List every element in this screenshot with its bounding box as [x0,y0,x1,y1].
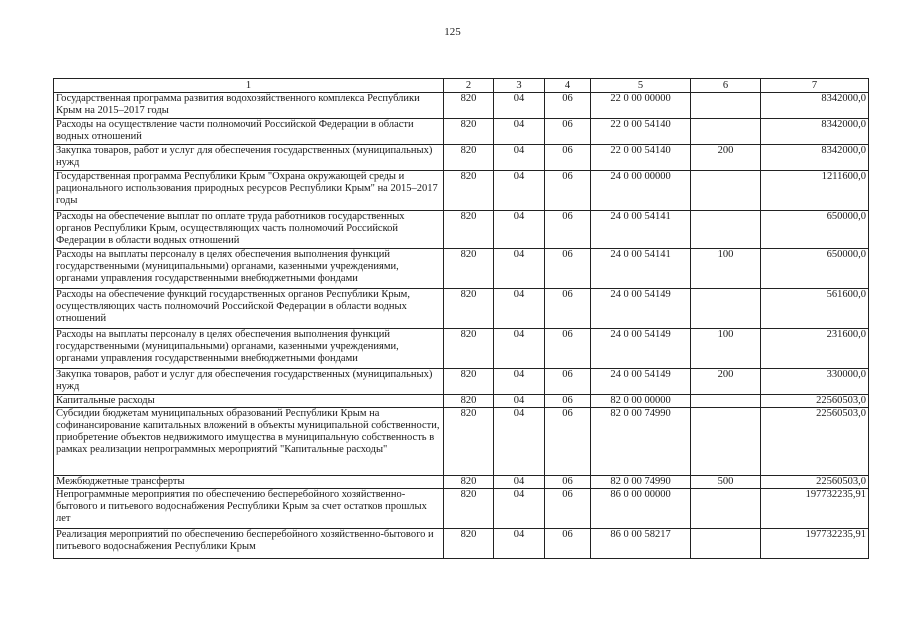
amount: 22560503,0 [761,408,869,476]
subsection-code: 06 [545,289,591,329]
amount: 231600,0 [761,329,869,369]
item-name: Закупка товаров, работ и услуг для обеспечения государственных (муниципальных) нужд [54,369,444,395]
item-code: 820 [444,93,494,119]
subsection-code: 06 [545,408,591,476]
subsection-code: 06 [545,329,591,369]
section-code: 04 [494,476,545,489]
item-name: Государственная программа Республики Крым "Охрана окружающей среды и рационального использования природных ресурсов Республики Крым" на 2015–2017 годы [54,171,444,211]
column-header-2: 2 [444,79,494,93]
expense-type-code: 200 [691,369,761,395]
table-row [54,529,869,559]
expense-type-code [691,395,761,408]
column-header-1: 1 [54,79,444,93]
target-item-code: 24 0 00 54149 [591,289,691,329]
amount: 197732235,91 [761,529,869,559]
table-row [54,145,869,171]
table-row [54,329,869,369]
item-code: 820 [444,145,494,171]
expense-type-code: 500 [691,476,761,489]
column-header-5: 5 [591,79,691,93]
target-item-code: 22 0 00 54140 [591,145,691,171]
amount: 561600,0 [761,289,869,329]
table-header-row [54,79,869,93]
expense-type-code [691,289,761,329]
target-item-code: 24 0 00 54141 [591,249,691,289]
target-item-code: 22 0 00 00000 [591,93,691,119]
amount: 8342000,0 [761,119,869,145]
expense-type-code: 200 [691,145,761,171]
section-code: 04 [494,489,545,529]
item-code: 820 [444,489,494,529]
target-item-code: 86 0 00 00000 [591,489,691,529]
expense-type-code [691,489,761,529]
table-row [54,369,869,395]
target-item-code: 82 0 00 00000 [591,395,691,408]
item-name: Капитальные расходы [54,395,444,408]
amount: 197732235,91 [761,489,869,529]
item-code: 820 [444,119,494,145]
item-code: 820 [444,529,494,559]
table-row [54,119,869,145]
subsection-code: 06 [545,489,591,529]
expense-type-code [691,93,761,119]
expense-type-code [691,211,761,249]
target-item-code: 24 0 00 54149 [591,369,691,395]
item-code: 820 [444,369,494,395]
item-code: 820 [444,249,494,289]
section-code: 04 [494,289,545,329]
table-row [54,249,869,289]
item-code: 820 [444,171,494,211]
target-item-code: 24 0 00 54141 [591,211,691,249]
table-row [54,289,869,329]
section-code: 04 [494,93,545,119]
section-code: 04 [494,529,545,559]
item-code: 820 [444,395,494,408]
table-row [54,93,869,119]
item-name: Расходы на обеспечение функций государственных органов Республики Крым, осуществляющих часть полномочий Российской Федерации в области водных отношений [54,289,444,329]
expense-type-code [691,171,761,211]
item-name: Непрограммные мероприятия по обеспечению бесперебойного хозяйственно-бытового и питьевого водоснабжения Республики Крым за счет остатков прошлых лет [54,489,444,529]
subsection-code: 06 [545,369,591,395]
section-code: 04 [494,119,545,145]
column-header-4: 4 [545,79,591,93]
expense-type-code [691,119,761,145]
target-item-code: 24 0 00 54149 [591,329,691,369]
column-header-7: 7 [761,79,869,93]
item-name: Государственная программа развития водохозяйственного комплекса Республики Крым на 2015–2017 годы [54,93,444,119]
target-item-code: 24 0 00 00000 [591,171,691,211]
expense-type-code: 100 [691,329,761,369]
item-code: 820 [444,289,494,329]
section-code: 04 [494,145,545,171]
item-name: Реализация мероприятий по обеспечению бесперебойного хозяйственно-бытового и питьевого водоснабжения Республики Крым [54,529,444,559]
item-name: Межбюджетные трансферты [54,476,444,489]
subsection-code: 06 [545,249,591,289]
amount: 330000,0 [761,369,869,395]
subsection-code: 06 [545,476,591,489]
amount: 8342000,0 [761,145,869,171]
item-code: 820 [444,329,494,369]
amount: 650000,0 [761,249,869,289]
subsection-code: 06 [545,395,591,408]
subsection-code: 06 [545,119,591,145]
item-name: Закупка товаров, работ и услуг для обеспечения государственных (муниципальных) нужд [54,145,444,171]
table-row [54,408,869,476]
item-name: Расходы на обеспечение выплат по оплате труда работников государственных органов Республики Крым, осуществляющих часть полномочий Российской Федерации в области водных отношений [54,211,444,249]
amount: 22560503,0 [761,476,869,489]
section-code: 04 [494,395,545,408]
expense-type-code: 100 [691,249,761,289]
column-header-6: 6 [691,79,761,93]
table-row [54,489,869,529]
item-code: 820 [444,211,494,249]
column-header-3: 3 [494,79,545,93]
item-code: 820 [444,476,494,489]
subsection-code: 06 [545,145,591,171]
subsection-code: 06 [545,171,591,211]
amount: 650000,0 [761,211,869,249]
item-code: 820 [444,408,494,476]
section-code: 04 [494,171,545,211]
item-name: Расходы на выплаты персоналу в целях обеспечения выполнения функций государственными (муниципальными) органами, казенными учреждениями, органами управления государственными внебюджетными фондами [54,329,444,369]
expense-type-code [691,529,761,559]
target-item-code: 86 0 00 58217 [591,529,691,559]
expense-type-code [691,408,761,476]
subsection-code: 06 [545,211,591,249]
amount: 8342000,0 [761,93,869,119]
section-code: 04 [494,211,545,249]
amount: 1211600,0 [761,171,869,211]
target-item-code: 82 0 00 74990 [591,408,691,476]
page-number: 125 [444,26,461,38]
budget-table [53,78,869,559]
target-item-code: 82 0 00 74990 [591,476,691,489]
item-name: Расходы на выплаты персоналу в целях обеспечения выполнения функций государственными (муниципальными) органами, казенными учреждениями, органами управления государственными внебюджетными фондами [54,249,444,289]
section-code: 04 [494,249,545,289]
target-item-code: 22 0 00 54140 [591,119,691,145]
item-name: Субсидии бюджетам муниципальных образований Республики Крым на софинансирование капитальных вложений в объекты муниципальной собственности, приобретение объектов недвижимого имущества в муниципальную собственность в рамках реализации непрограммных мероприятий "Капитальные расходы" [54,408,444,476]
table-row [54,171,869,211]
table-row [54,476,869,489]
item-name: Расходы на осуществление части полномочий Российской Федерации в области водных отношений [54,119,444,145]
section-code: 04 [494,329,545,369]
section-code: 04 [494,369,545,395]
amount: 22560503,0 [761,395,869,408]
section-code: 04 [494,408,545,476]
table-row [54,395,869,408]
table-row [54,211,869,249]
subsection-code: 06 [545,93,591,119]
subsection-code: 06 [545,529,591,559]
